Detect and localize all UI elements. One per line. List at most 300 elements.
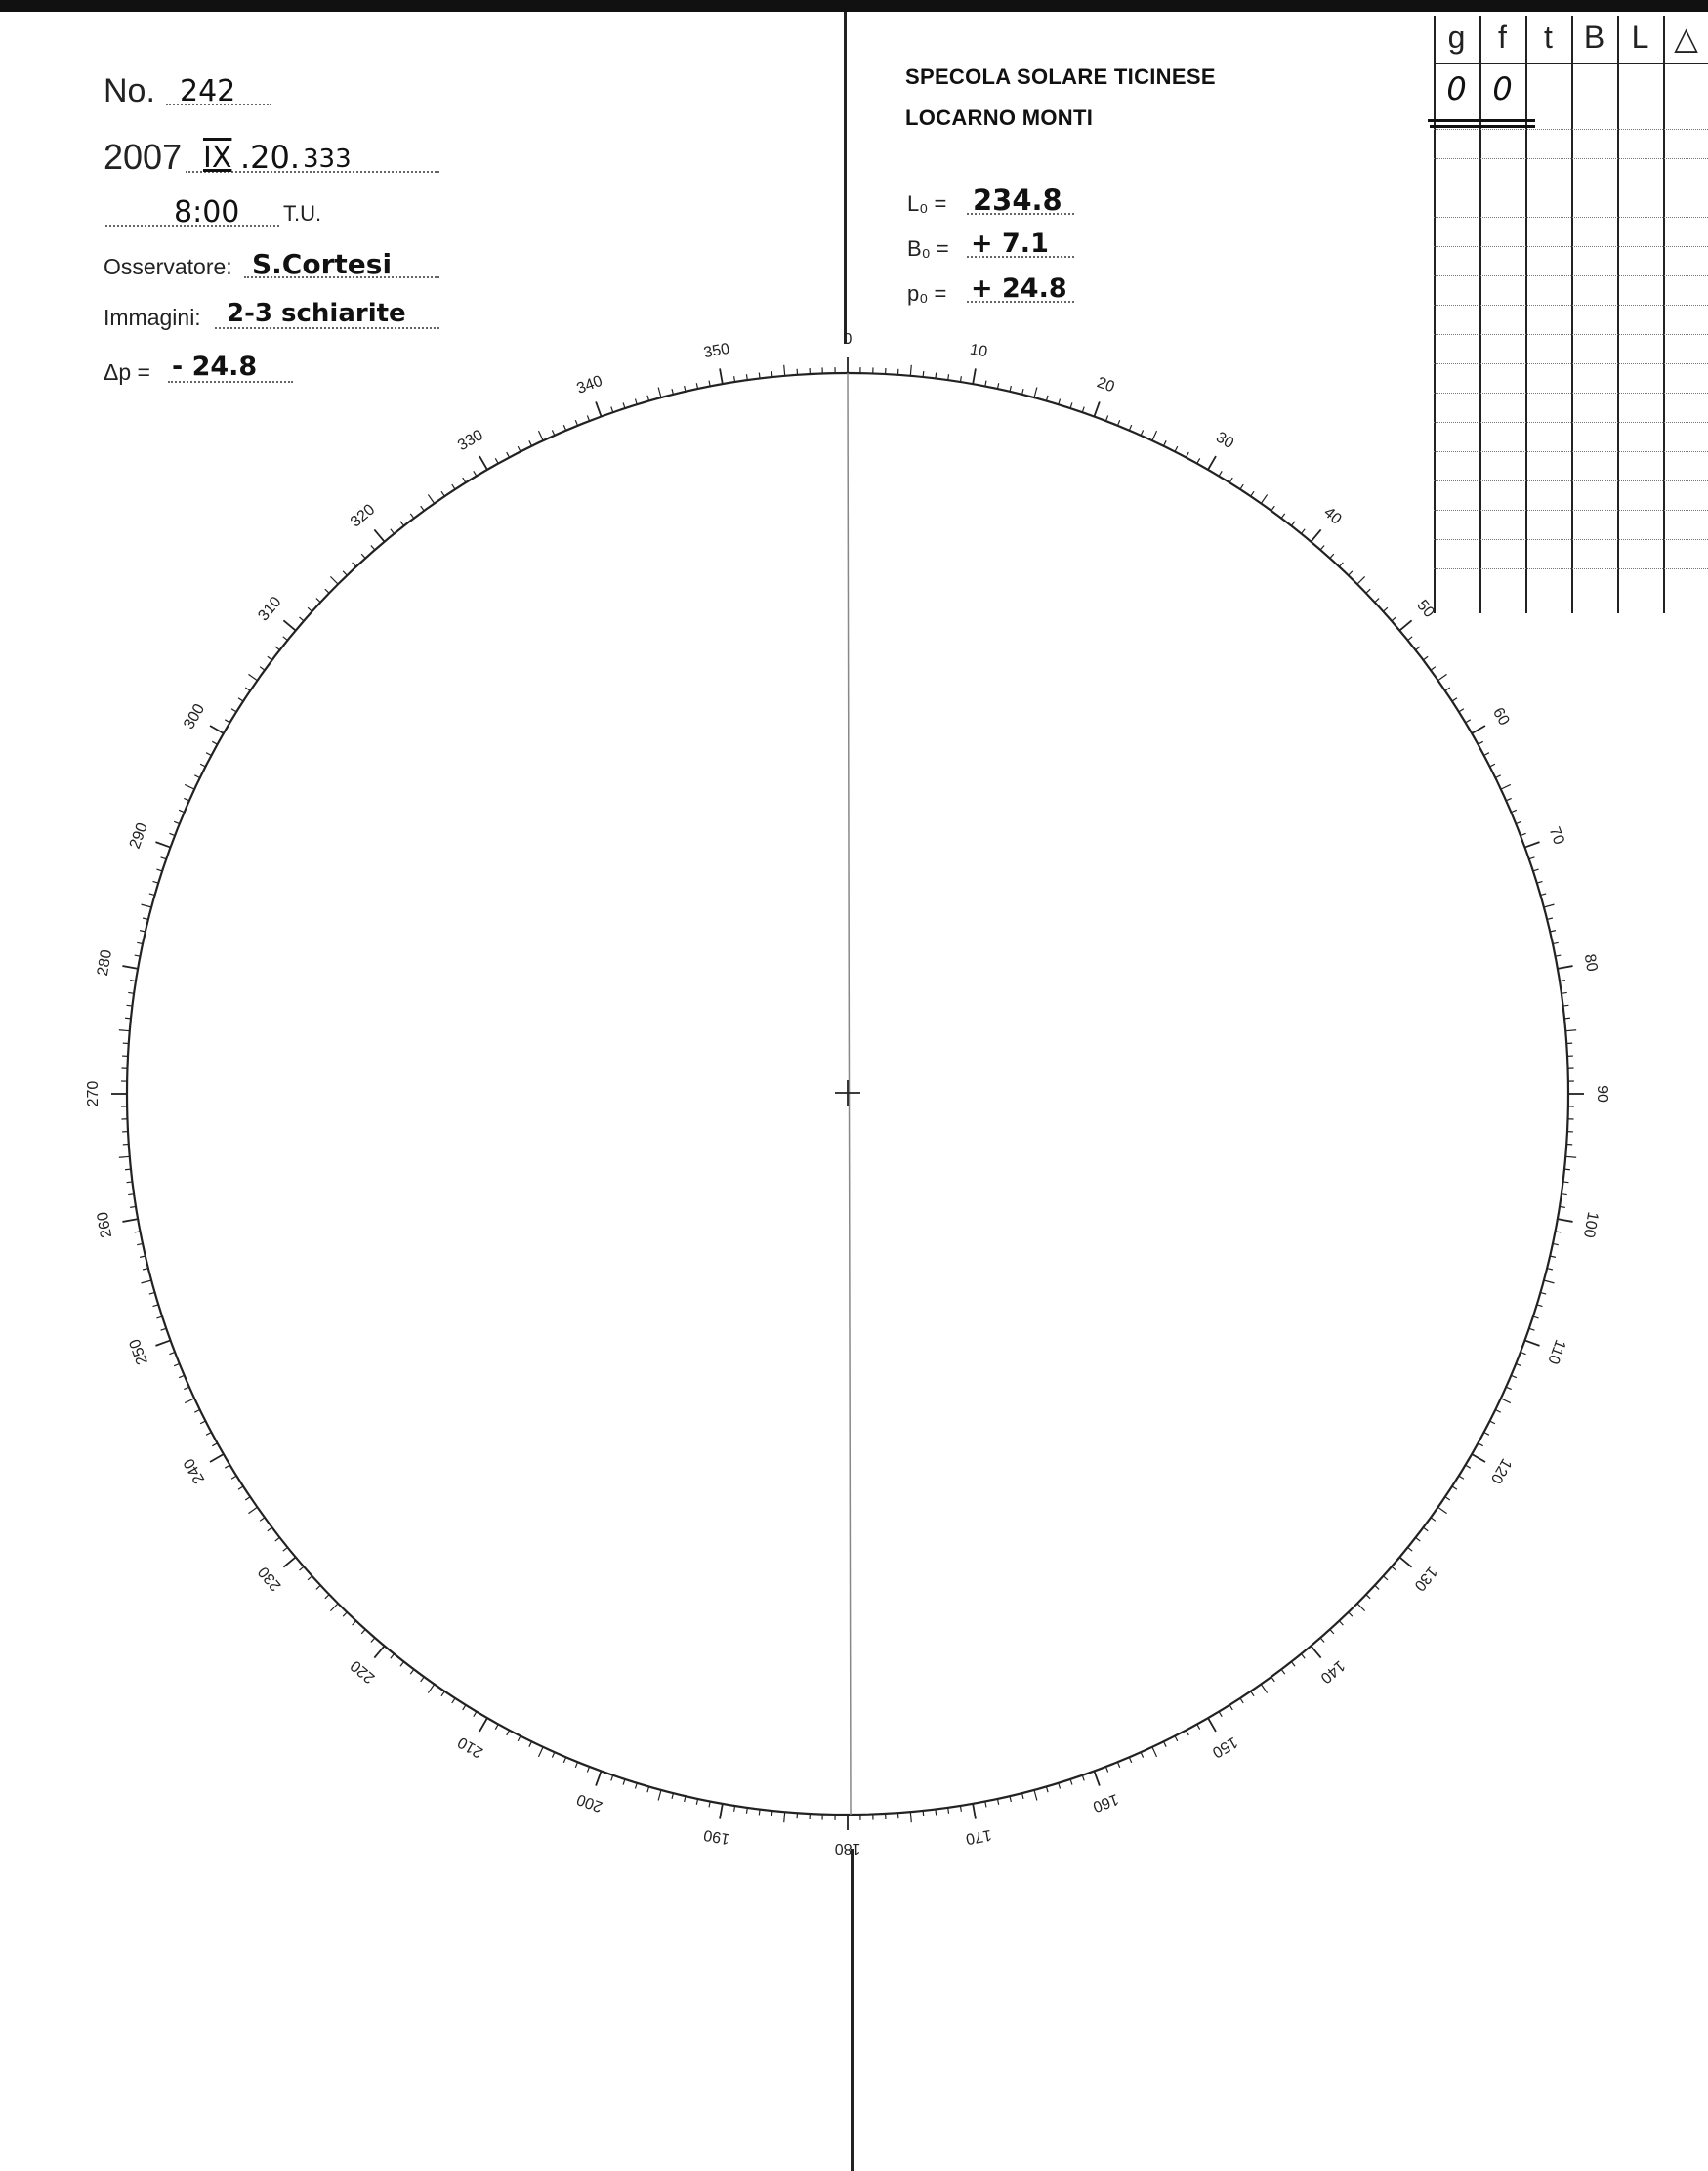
table-header-f: f	[1498, 20, 1507, 55]
degree-tick	[1392, 617, 1396, 621]
degree-tick	[353, 1621, 356, 1625]
degree-tick	[1431, 1518, 1436, 1522]
degree-tick	[1563, 1005, 1569, 1006]
degree-tick	[1117, 1762, 1119, 1768]
degree-tick	[658, 388, 661, 398]
degree-tick	[1046, 396, 1048, 401]
degree-tick	[1466, 1465, 1471, 1468]
degree-tick	[1375, 1585, 1379, 1589]
degree-tick	[1562, 992, 1567, 993]
institution-location: LOCARNO MONTI	[905, 105, 1094, 130]
degree-tick	[225, 720, 229, 723]
B0-label: B₀ =	[907, 236, 949, 261]
degree-label-220: 220	[347, 1656, 379, 1687]
degree-tick	[1501, 784, 1511, 789]
degree-tick	[1423, 1527, 1428, 1531]
time-unit: T.U.	[283, 201, 322, 226]
degree-tick	[623, 1779, 625, 1785]
degree-tick	[529, 1741, 532, 1746]
degree-label-50: 50	[1413, 597, 1437, 621]
degree-tick	[268, 656, 272, 660]
time-value: 8:00	[174, 195, 240, 230]
degree-tick	[1070, 402, 1072, 408]
degree-label-130: 130	[1410, 1563, 1440, 1595]
degree-tick	[1070, 1779, 1072, 1785]
degree-tick	[1219, 471, 1222, 476]
degree-tick	[910, 1812, 911, 1822]
degree-label-0: 0	[843, 331, 853, 349]
degree-tick	[479, 456, 487, 470]
degree-tick	[206, 1432, 211, 1435]
degree-tick	[1383, 607, 1387, 611]
degree-tick	[474, 1712, 477, 1717]
degree-tick	[507, 1731, 510, 1735]
degree-tick	[185, 1399, 194, 1403]
degree-tick	[1563, 1182, 1569, 1183]
degree-label-190: 190	[702, 1825, 731, 1848]
degree-tick	[1271, 1677, 1275, 1682]
degree-tick	[308, 1576, 312, 1580]
degree-tick	[596, 1771, 601, 1785]
degree-tick	[1547, 1269, 1553, 1270]
degree-label-350: 350	[702, 340, 731, 362]
degree-tick	[428, 494, 434, 503]
degree-tick	[210, 726, 224, 733]
degree-tick	[452, 484, 455, 489]
degree-tick	[343, 1612, 347, 1616]
degree-tick	[149, 1292, 155, 1294]
degree-tick	[122, 1219, 138, 1222]
degree-tick	[720, 368, 723, 384]
degree-tick	[268, 1527, 272, 1531]
degree-tick	[316, 1585, 320, 1589]
degree-tick	[155, 842, 170, 847]
degree-tick	[308, 607, 312, 611]
degree-tick	[623, 402, 625, 408]
degree-tick	[283, 620, 295, 630]
degree-tick	[1022, 389, 1023, 395]
degree-tick	[1141, 1752, 1143, 1757]
degree-tick	[563, 425, 565, 431]
degree-tick	[1152, 1747, 1157, 1757]
p0-label: p₀ =	[907, 281, 947, 306]
degree-tick	[1408, 1547, 1413, 1551]
degree-tick	[1490, 764, 1495, 767]
table-header-L: L	[1631, 20, 1649, 55]
degree-tick	[1544, 1280, 1555, 1283]
no-label: No.	[104, 72, 155, 109]
degree-tick	[1540, 894, 1546, 896]
degree-label-120: 120	[1486, 1455, 1515, 1486]
degree-tick	[127, 1005, 133, 1006]
degree-tick	[1301, 1654, 1305, 1659]
degree-tick	[587, 415, 589, 421]
degree-tick	[275, 1537, 280, 1541]
degree-tick	[374, 529, 384, 541]
degree-tick	[948, 374, 949, 380]
degree-tick	[1383, 1576, 1387, 1580]
degree-tick	[1105, 415, 1107, 421]
degree-tick	[225, 1465, 229, 1468]
degree-tick	[479, 1718, 487, 1732]
degree-label-320: 320	[347, 501, 379, 531]
degree-tick	[1375, 599, 1379, 603]
degree-tick	[325, 589, 329, 593]
degree-label-30: 30	[1213, 429, 1237, 453]
images-value: 2-3 schiarite	[227, 299, 406, 328]
degree-tick	[474, 471, 477, 476]
B0-value: + 7.1	[971, 229, 1049, 259]
degree-tick	[174, 1363, 180, 1365]
degree-tick	[1544, 904, 1555, 907]
degree-tick	[1311, 1646, 1320, 1657]
degree-tick	[1229, 1705, 1232, 1710]
degree-tick	[283, 637, 288, 641]
degree-tick	[507, 452, 510, 457]
degree-tick	[185, 784, 194, 789]
degree-tick	[463, 478, 466, 482]
degree-tick	[155, 1340, 170, 1345]
degree-tick	[1261, 1685, 1267, 1693]
degree-tick	[156, 1316, 162, 1318]
degree-tick	[1186, 1731, 1188, 1735]
degree-tick	[245, 688, 250, 690]
degree-label-10: 10	[968, 341, 989, 361]
degree-tick	[1521, 833, 1526, 835]
degree-tick	[1511, 810, 1517, 812]
degree-tick	[184, 1387, 188, 1389]
degree-label-210: 210	[455, 1733, 486, 1761]
degree-tick	[563, 1757, 565, 1763]
degree-tick	[391, 529, 395, 534]
degree-tick	[1059, 399, 1061, 405]
degree-tick	[611, 407, 613, 413]
degree-tick	[1320, 546, 1324, 551]
degree-tick	[210, 1454, 224, 1462]
degree-tick	[184, 798, 188, 800]
degree-tick	[1529, 857, 1535, 859]
degree-tick	[538, 431, 543, 440]
table-header-t: t	[1544, 20, 1553, 55]
degree-tick	[1438, 674, 1447, 680]
degree-tick	[1219, 1712, 1222, 1717]
degree-tick	[518, 1736, 521, 1741]
degree-tick	[495, 1724, 498, 1729]
degree-tick	[1208, 456, 1216, 470]
degree-tick	[552, 1752, 554, 1757]
table-value-f[interactable]: 0	[1492, 70, 1513, 107]
degree-tick	[611, 1775, 613, 1781]
dp-label: Δp =	[104, 359, 150, 385]
degree-tick	[1564, 1169, 1570, 1170]
degree-label-270: 270	[85, 1080, 103, 1107]
degree-tick	[1175, 1736, 1178, 1741]
degree-tick	[174, 821, 180, 823]
degree-label-20: 20	[1094, 374, 1117, 397]
degree-tick	[746, 1808, 747, 1814]
degree-tick	[330, 576, 338, 584]
date-month: IX	[203, 141, 232, 175]
degree-tick	[1117, 420, 1119, 426]
degree-tick	[441, 491, 444, 496]
degree-tick	[1240, 1698, 1243, 1703]
degree-tick	[300, 1566, 305, 1570]
degree-tick	[325, 1595, 329, 1599]
degree-tick	[1495, 1410, 1500, 1413]
degree-tick	[361, 1629, 365, 1633]
table-header-B: B	[1583, 20, 1605, 55]
degree-tick	[410, 1669, 414, 1674]
degree-tick	[647, 1786, 649, 1792]
degree-tick	[179, 810, 185, 812]
degree-tick	[142, 1280, 152, 1283]
degree-tick	[1529, 1328, 1535, 1330]
degree-tick	[1537, 881, 1543, 883]
degree-label-170: 170	[964, 1825, 993, 1848]
degree-tick	[1291, 522, 1295, 526]
degree-tick	[260, 1518, 265, 1522]
degree-tick	[231, 1476, 236, 1479]
degree-tick	[316, 599, 320, 603]
table-header-delta: △	[1674, 21, 1698, 56]
degree-tick	[1524, 842, 1539, 847]
degree-tick	[685, 1796, 686, 1802]
degree-tick	[923, 1811, 924, 1816]
degree-tick	[1240, 484, 1243, 489]
degree-tick	[1357, 576, 1365, 584]
degree-tick	[248, 1507, 257, 1513]
degree-tick	[283, 1557, 295, 1566]
degree-tick	[1046, 1786, 1048, 1792]
degree-tick	[1339, 563, 1343, 566]
degree-tick	[1229, 478, 1232, 482]
degree-tick	[1094, 1771, 1099, 1785]
degree-tick	[1208, 1718, 1216, 1732]
degree-tick	[161, 857, 167, 859]
degree-tick	[1466, 720, 1471, 723]
degree-tick	[635, 1783, 637, 1789]
degree-tick	[518, 446, 521, 451]
degree-tick	[140, 931, 146, 932]
degree-tick	[143, 1269, 148, 1270]
degree-tick	[784, 1812, 785, 1822]
degree-tick	[1251, 1691, 1254, 1696]
degree-tick	[575, 1762, 577, 1768]
degree-tick	[1562, 1194, 1567, 1195]
degree-tick	[212, 741, 217, 744]
degree-tick	[169, 1352, 175, 1354]
degree-tick	[231, 709, 236, 712]
degree-tick	[1431, 667, 1436, 671]
degree-tick	[1550, 931, 1556, 932]
degree-tick	[538, 1747, 543, 1757]
degree-tick	[169, 833, 175, 835]
date-year: 2007	[104, 137, 183, 177]
degree-tick	[1349, 571, 1353, 575]
degree-tick	[371, 1638, 375, 1643]
degree-tick	[1164, 440, 1167, 445]
degree-tick	[973, 1804, 976, 1819]
degree-tick	[1311, 529, 1320, 541]
L0-value: 234.8	[973, 184, 1062, 217]
degree-tick	[330, 1604, 338, 1611]
degree-tick	[194, 1410, 199, 1413]
degree-tick	[529, 440, 532, 445]
degree-tick	[421, 1677, 425, 1682]
degree-tick	[1484, 753, 1489, 756]
degree-label-250: 250	[126, 1336, 151, 1367]
degree-tick	[1524, 1340, 1539, 1345]
degree-tick	[1452, 1486, 1457, 1489]
degree-tick	[647, 396, 649, 401]
degree-tick	[1281, 1669, 1285, 1674]
degree-tick	[248, 674, 257, 680]
dp-value: - 24.8	[172, 352, 258, 382]
degree-tick	[206, 753, 211, 756]
degree-tick	[1010, 1796, 1011, 1802]
degree-tick	[149, 894, 155, 896]
degree-tick	[1416, 647, 1421, 650]
no-value: 242	[180, 74, 236, 108]
degree-tick	[759, 1810, 760, 1816]
degree-tick	[672, 389, 673, 395]
observer-label: Osservatore:	[104, 254, 232, 279]
degree-tick	[1197, 458, 1200, 463]
degree-tick	[1423, 656, 1428, 660]
degree-label-40: 40	[1320, 504, 1345, 528]
degree-tick	[161, 1328, 167, 1330]
degree-label-230: 230	[255, 1563, 285, 1595]
degree-tick	[371, 546, 375, 551]
institution-name: SPECOLA SOLARE TICINESE	[905, 64, 1216, 89]
degree-tick	[1251, 491, 1254, 496]
degree-label-180: 180	[834, 1839, 861, 1857]
degree-tick	[153, 1305, 159, 1307]
degree-tick	[672, 1793, 673, 1799]
degree-label-60: 60	[1488, 704, 1513, 729]
degree-tick	[441, 1691, 444, 1696]
degree-tick	[1152, 431, 1157, 440]
degree-tick	[1082, 1775, 1084, 1781]
degree-tick	[1357, 1604, 1365, 1611]
degree-tick	[1366, 1595, 1370, 1599]
degree-tick	[1129, 1757, 1131, 1763]
degree-tick	[635, 399, 637, 405]
degree-tick	[1490, 1421, 1495, 1424]
degree-tick	[119, 1030, 130, 1031]
degree-tick	[759, 373, 760, 379]
degree-tick	[156, 869, 162, 871]
degree-tick	[1129, 425, 1131, 431]
degree-tick	[771, 1811, 772, 1816]
degree-tick	[200, 764, 205, 767]
degree-tick	[1565, 1030, 1576, 1031]
degree-tick	[720, 1804, 723, 1819]
degree-label-200: 200	[574, 1790, 605, 1816]
date-day: .20.	[240, 139, 301, 176]
degree-label-310: 310	[255, 593, 285, 625]
degree-tick	[1459, 709, 1464, 712]
degree-tick	[353, 563, 356, 566]
degree-tick	[936, 1810, 937, 1816]
degree-tick	[1301, 529, 1305, 534]
degree-tick	[428, 1685, 434, 1693]
degree-tick	[410, 514, 414, 519]
observer-value: S.Cortesi	[252, 248, 393, 280]
degree-tick	[143, 918, 148, 919]
degree-tick	[1186, 452, 1188, 457]
degree-tick	[212, 1443, 217, 1446]
degree-tick	[153, 881, 159, 883]
degree-tick	[1392, 1566, 1396, 1570]
degree-tick	[200, 1421, 205, 1424]
degree-tick	[1506, 1387, 1511, 1389]
degree-tick	[275, 647, 280, 650]
degree-tick	[771, 371, 772, 377]
degree-tick	[923, 371, 924, 377]
images-label: Immagini:	[104, 305, 201, 330]
degree-tick	[1452, 698, 1457, 701]
degree-tick	[1472, 726, 1485, 733]
degree-tick	[122, 966, 138, 969]
degree-tick	[400, 522, 404, 526]
degree-tick	[1558, 1219, 1573, 1222]
degree-tick	[1164, 1741, 1167, 1746]
degree-tick	[343, 571, 347, 575]
degree-tick	[128, 992, 134, 993]
degree-tick	[1521, 1352, 1526, 1354]
table-value-g[interactable]: 0	[1446, 70, 1467, 107]
degree-tick	[1291, 1662, 1295, 1667]
degree-tick	[1438, 1507, 1447, 1513]
degree-label-90: 90	[1593, 1085, 1610, 1103]
degree-label-70: 70	[1545, 824, 1567, 848]
degree-tick	[119, 1156, 130, 1157]
degree-tick	[421, 506, 425, 511]
degree-tick	[142, 904, 152, 907]
degree-label-160: 160	[1090, 1790, 1121, 1816]
degree-tick	[587, 1767, 589, 1773]
degree-tick	[784, 365, 785, 376]
degree-tick	[1010, 386, 1011, 392]
degree-tick	[1533, 1316, 1539, 1318]
degree-tick	[1281, 514, 1285, 519]
table-header-g: g	[1447, 20, 1466, 55]
degree-tick	[1501, 1399, 1511, 1403]
degree-tick	[1366, 589, 1370, 593]
degree-tick	[495, 458, 498, 463]
degree-tick	[1416, 1537, 1421, 1541]
degree-tick	[1330, 554, 1334, 558]
degree-tick	[140, 1256, 146, 1257]
degree-tick	[1540, 1292, 1546, 1294]
degree-tick	[179, 1375, 185, 1377]
date-fraction: 333	[303, 145, 352, 174]
degree-label-150: 150	[1209, 1733, 1240, 1761]
degree-tick	[1197, 1724, 1200, 1729]
degree-tick	[552, 430, 554, 435]
degree-tick	[1330, 1629, 1334, 1633]
degree-tick	[245, 1497, 250, 1500]
degree-label-240: 240	[181, 1455, 209, 1486]
degree-tick	[1034, 1790, 1037, 1801]
degree-label-300: 300	[181, 701, 209, 732]
degree-tick	[452, 1698, 455, 1703]
degree-tick	[127, 1182, 133, 1183]
degree-tick	[1349, 1612, 1353, 1616]
degree-tick	[1565, 1156, 1576, 1157]
degree-tick	[125, 1169, 131, 1170]
